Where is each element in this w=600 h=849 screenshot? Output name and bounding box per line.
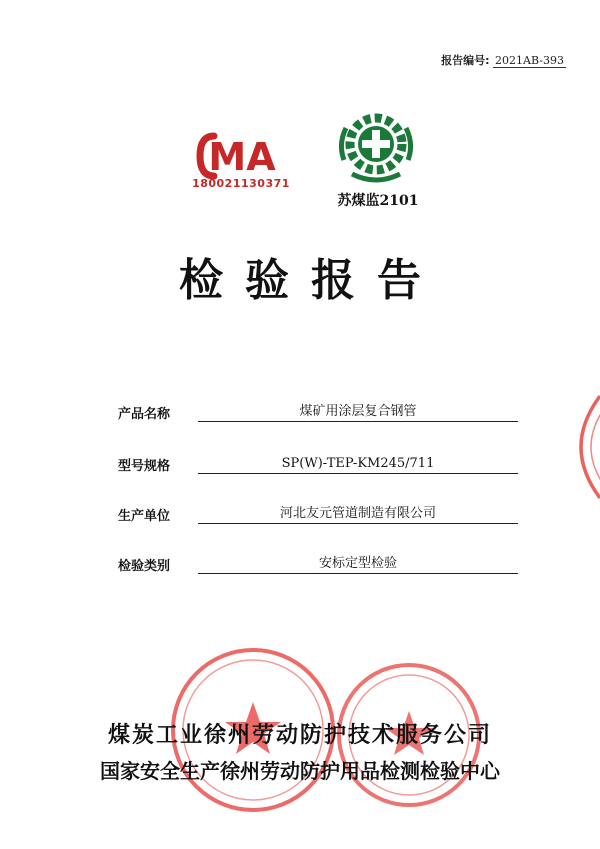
license-number: 苏煤监2101 (337, 193, 419, 209)
field-value: 安标定型检验 (198, 555, 518, 574)
field-product-name (118, 403, 518, 425)
report-number-value: 2021AB-393 (495, 54, 564, 67)
cma-logo-text: MA (208, 135, 276, 179)
field-value: 煤矿用涂层复合钢管 (198, 403, 518, 422)
report-number-label: 报告编号: (441, 54, 490, 67)
field-manufacturer (118, 505, 518, 527)
partial-seal-stamp-icon (566, 392, 600, 502)
field-value: SP(W)-TEP-KM245/711 (198, 455, 518, 474)
field-label: 产品名称 (118, 407, 171, 422)
field-label: 生产单位 (118, 509, 171, 524)
field-value: 河北友元管道制造有限公司 (198, 505, 518, 524)
field-label: 检验类别 (118, 559, 171, 574)
field-model-spec (118, 455, 518, 477)
field-inspection-type (118, 555, 518, 577)
organization-name-2: 国家安全生产徐州劳动防护用品检测检验中心 (100, 759, 500, 783)
page-title: 检验报告 (179, 255, 443, 306)
safety-cross-gear-icon (332, 100, 420, 188)
report-number (441, 52, 566, 68)
cma-certificate-number: 180021130371 (192, 177, 290, 190)
organization-name-1: 煤炭工业徐州劳动防护技术服务公司 (107, 722, 492, 748)
field-label: 型号规格 (118, 459, 171, 474)
